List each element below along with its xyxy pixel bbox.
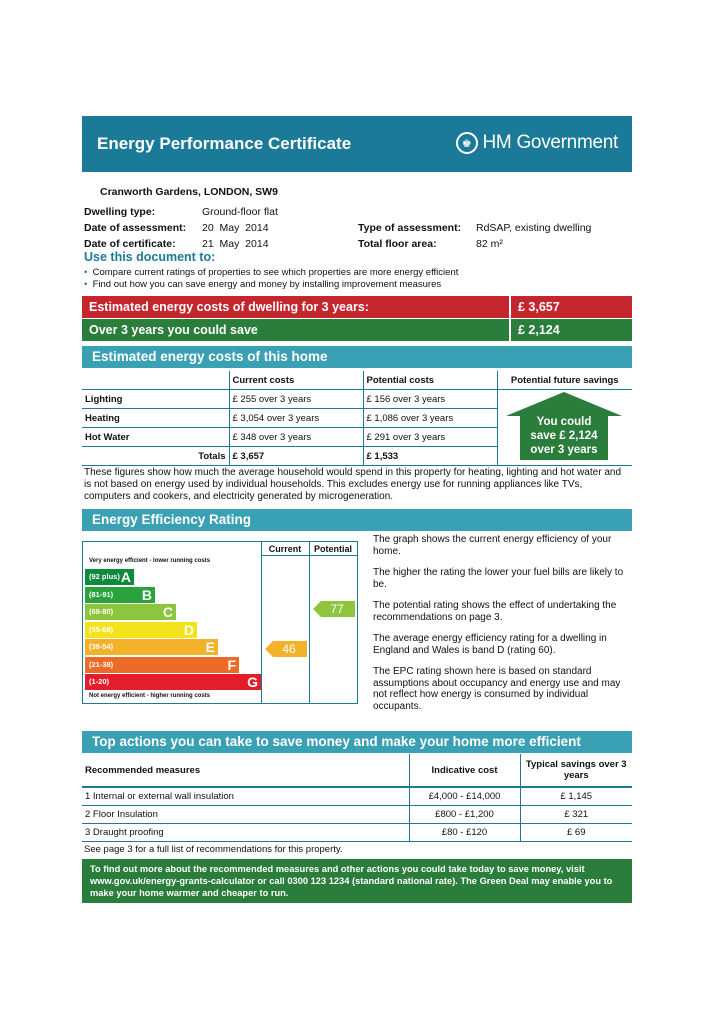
- band-letter: D: [183, 621, 194, 638]
- potential-cost: £ 1,086 over 3 years: [363, 409, 497, 428]
- band-letter: A: [120, 569, 131, 585]
- property-details-right: [358, 220, 591, 252]
- cost: £80 - £120: [409, 824, 520, 842]
- current-rating-value: 46: [282, 642, 296, 656]
- rating-text: The higher the rating the lower your fuel bills are likely to be.: [373, 567, 624, 590]
- costs-section-heading: Estimated energy costs of this home: [82, 346, 632, 368]
- bullet-icon: •: [84, 278, 88, 290]
- col-indicative-cost: Indicative cost: [409, 754, 520, 787]
- band-range: (81-91): [89, 589, 114, 599]
- info-box: To find out more about the recommended measures and other actions you could take today to save money, visit www.gov.uk/energy-grants-calculator or call 0300 123 1234 (standard national rate). The Green Deal may enable you to make your home warmer and cheaper to run.: [82, 859, 632, 903]
- band-letter: C: [162, 604, 173, 620]
- rating-chart: [82, 541, 358, 704]
- chart-col-current: Current: [268, 544, 302, 554]
- assessment-date-label: Date of assessment:: [84, 222, 187, 234]
- band-range: (55-68): [89, 624, 114, 634]
- assessment-date-value: 20 May 2014: [202, 222, 269, 234]
- rating-text: The EPC rating shown here is based on standard assumptions about occupancy and energy use and may not reflect how energy is consumed by individual occupants.: [373, 666, 621, 712]
- chart-bottom-caption: Not energy efficient - higher running costs: [89, 693, 211, 699]
- actions-footnote: See page 3 for a full list of recommendations for this property.: [84, 844, 343, 855]
- certificate-date-value: 21 May 2014: [202, 238, 269, 250]
- rating-text: The graph shows the current energy efficiency of your home.: [373, 534, 612, 557]
- royal-crest-icon: ♚: [456, 132, 478, 154]
- estimated-costs-bar: Estimated energy costs of dwelling for 3 years:: [82, 296, 509, 318]
- dwelling-type-value: Ground-floor flat: [202, 206, 278, 218]
- savings-arrow-line: over 3 years: [530, 444, 598, 456]
- row-label: Lighting: [82, 390, 229, 409]
- rating-band-e: [85, 639, 218, 655]
- rating-band-c: [85, 604, 176, 620]
- could-save-value: £ 2,124: [511, 319, 632, 341]
- saving: £ 1,145: [520, 787, 632, 806]
- measure: 3 Draught proofing: [82, 824, 409, 842]
- rating-text: The average energy efficiency rating for a dwelling in England and Wales is band D (rating 60).: [373, 633, 607, 656]
- chart-top-caption: Very energy efficient - lower running costs: [89, 558, 211, 564]
- cost: £800 - £1,200: [409, 806, 520, 824]
- band-range: (21-38): [89, 659, 114, 669]
- property-details-left: [84, 204, 278, 252]
- rating-band-g: [85, 674, 261, 690]
- band-range: (1-20): [89, 677, 110, 686]
- chart-col-potential: Potential: [313, 544, 352, 554]
- certificate-title: Energy Performance Certificate: [97, 134, 352, 153]
- cost: £4,000 - £14,000: [409, 787, 520, 806]
- certificate-date-label: Date of certificate:: [84, 238, 176, 250]
- rating-bands: [85, 569, 261, 691]
- col-current-costs: Current costs: [229, 371, 363, 390]
- current-cost: £ 255 over 3 years: [229, 390, 363, 409]
- col-potential-costs: Potential costs: [363, 371, 497, 390]
- saving: £ 321: [520, 806, 632, 824]
- use-document-list: [84, 267, 458, 290]
- floor-area-label: Total floor area:: [358, 238, 437, 250]
- rating-explanation: [373, 534, 631, 722]
- current-cost: £ 3,054 over 3 years: [229, 409, 363, 428]
- band-range: (92 plus): [89, 572, 120, 581]
- band-letter: G: [247, 674, 258, 690]
- col-measures: Recommended measures: [82, 754, 409, 787]
- table-row: [82, 806, 632, 824]
- hm-government-logo: [456, 132, 618, 154]
- total-current: £ 3,657: [229, 447, 363, 466]
- savings-arrow-text: [520, 415, 608, 457]
- row-label: Hot Water: [82, 428, 229, 447]
- rating-band-f: [85, 657, 239, 673]
- band-range: (39-54): [89, 642, 114, 651]
- savings-arrow-line: You could: [536, 416, 592, 428]
- actions-table: [82, 754, 632, 842]
- use-document-bullet: Find out how you can save energy and money by installing improvement measures: [92, 278, 442, 290]
- col-future-savings: Potential future savings: [497, 371, 632, 390]
- band-letter: F: [227, 656, 236, 673]
- total-potential: £ 1,533: [363, 447, 497, 466]
- rating-text: The potential rating shows the effect of undertaking the recommendations on page 3.: [373, 600, 617, 623]
- property-address: Cranworth Gardens, LONDON, SW9: [100, 186, 278, 198]
- costs-header-row: [82, 371, 632, 390]
- rating-band-b: [85, 587, 155, 603]
- floor-area-value: 82 m²: [476, 238, 503, 250]
- brand-name: HM Government: [482, 132, 618, 153]
- estimated-costs-value: £ 3,657: [511, 296, 632, 318]
- savings-arrow-line: save £ 2,124: [530, 430, 598, 442]
- dwelling-type-label: Dwelling type:: [84, 206, 156, 218]
- actions-header-row: [82, 754, 632, 787]
- use-document-bullet: Compare current ratings of properties to see which properties are more energy efficient: [92, 267, 459, 278]
- rating-band-a: [85, 569, 134, 585]
- potential-cost: £ 291 over 3 years: [363, 428, 497, 447]
- could-save-bar: Over 3 years you could save: [82, 319, 509, 341]
- band-letter: E: [205, 639, 215, 655]
- row-label: Heating: [82, 409, 229, 428]
- measure: 1 Internal or external wall insulation: [82, 787, 409, 806]
- band-letter: B: [141, 586, 152, 603]
- bullet-icon: •: [84, 267, 88, 278]
- costs-note: These figures show how much the average household would spend in this property for heating, lighting and hot water and is not based on energy used by individual households. This excludes energy use for running appliances like TVs, computers and cookers, and electricity generated by microgeneration.: [84, 467, 622, 502]
- use-document-heading: Use this document to:: [84, 250, 216, 264]
- current-rating-arrow: [265, 641, 307, 657]
- table-row: [82, 787, 632, 806]
- band-range: (69-80): [89, 607, 114, 616]
- col-typical-savings: Typical savings over 3 years: [520, 754, 632, 787]
- potential-cost: £ 156 over 3 years: [363, 390, 497, 409]
- rating-band-d: [85, 622, 197, 638]
- measure: 2 Floor Insulation: [82, 806, 409, 824]
- assessment-type-value: RdSAP, existing dwelling: [476, 222, 592, 234]
- rating-section-heading: Energy Efficiency Rating: [82, 509, 632, 531]
- assessment-type-label: Type of assessment:: [358, 222, 462, 234]
- saving: £ 69: [520, 824, 632, 842]
- potential-rating-arrow: [313, 601, 355, 617]
- current-cost: £ 348 over 3 years: [229, 428, 363, 447]
- actions-section-heading: Top actions you can take to save money and make your home more efficient: [82, 731, 632, 753]
- table-row: [82, 824, 632, 842]
- potential-rating-value: 77: [330, 602, 344, 616]
- certificate-header: [82, 116, 632, 172]
- totals-label: Totals: [82, 447, 229, 466]
